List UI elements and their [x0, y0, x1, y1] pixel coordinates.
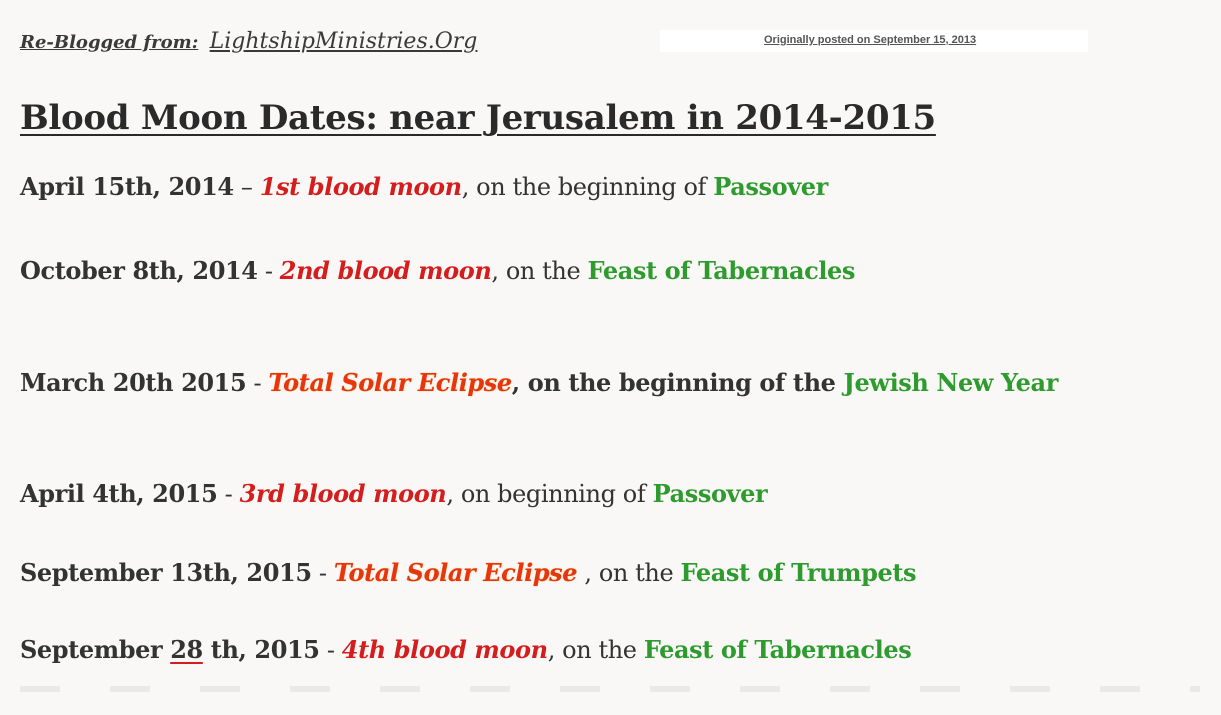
entry-event: 4th blood moon	[341, 635, 548, 664]
entry-connector: , on beginning of	[446, 480, 653, 508]
list-item	[20, 256, 855, 285]
entry-date-year: th, 2015	[202, 635, 320, 664]
entry-date-month: September	[20, 635, 171, 664]
scan-artifact	[20, 686, 1200, 692]
entry-separator: -	[246, 369, 269, 397]
entry-connector: , on the	[547, 636, 644, 664]
entry-event: Total Solar Eclipse	[333, 558, 578, 587]
entry-event: 1st blood moon	[259, 172, 462, 201]
list-item	[20, 635, 911, 664]
entry-date: September 13th, 2015	[20, 558, 312, 587]
entry-separator: -	[217, 480, 240, 508]
entry-date: March 20th 2015	[20, 368, 247, 397]
entry-event: 3rd blood moon	[239, 479, 447, 508]
entry-feast: Jewish New Year	[843, 368, 1058, 397]
entry-feast: Feast of Trumpets	[680, 558, 917, 587]
entry-date: April 15th, 2014	[20, 172, 234, 201]
original-post-link[interactable]: Originally posted on September 15, 2013	[764, 34, 977, 46]
reblog-label: Re-Blogged from:	[20, 32, 199, 53]
entry-event: 2nd blood moon	[279, 256, 492, 285]
reblog-site-link[interactable]: LightshipMinistries.Org	[209, 29, 478, 54]
entry-feast: Feast of Tabernacles	[587, 256, 856, 285]
entry-date: October 8th, 2014	[20, 256, 258, 285]
entry-date: April 4th, 2015	[20, 479, 218, 508]
entry-feast: Passover	[713, 172, 828, 201]
list-item	[20, 479, 767, 508]
entry-date	[20, 635, 320, 664]
entry-feast: Feast of Tabernacles	[643, 635, 912, 664]
entry-event: Total Solar Eclipse	[268, 368, 512, 397]
list-item	[20, 558, 916, 587]
entry-separator: –	[233, 173, 260, 201]
reblog-source	[20, 28, 477, 54]
entry-feast: Passover	[652, 479, 768, 508]
entry-separator: -	[319, 636, 342, 664]
entry-connector: , on the	[491, 257, 588, 285]
list-item	[20, 172, 828, 201]
entry-connector: , on the beginning of the	[511, 368, 844, 397]
entry-separator: -	[257, 257, 280, 285]
page-title: Blood Moon Dates: near Jerusalem in 2014-2015	[20, 98, 936, 138]
entry-connector: , on the beginning of	[461, 173, 714, 201]
list-item	[20, 368, 1058, 397]
original-post-box	[660, 30, 1088, 52]
entry-date-day: 28	[170, 635, 203, 664]
entry-separator: -	[311, 559, 334, 587]
entry-connector: , on the	[577, 559, 681, 587]
